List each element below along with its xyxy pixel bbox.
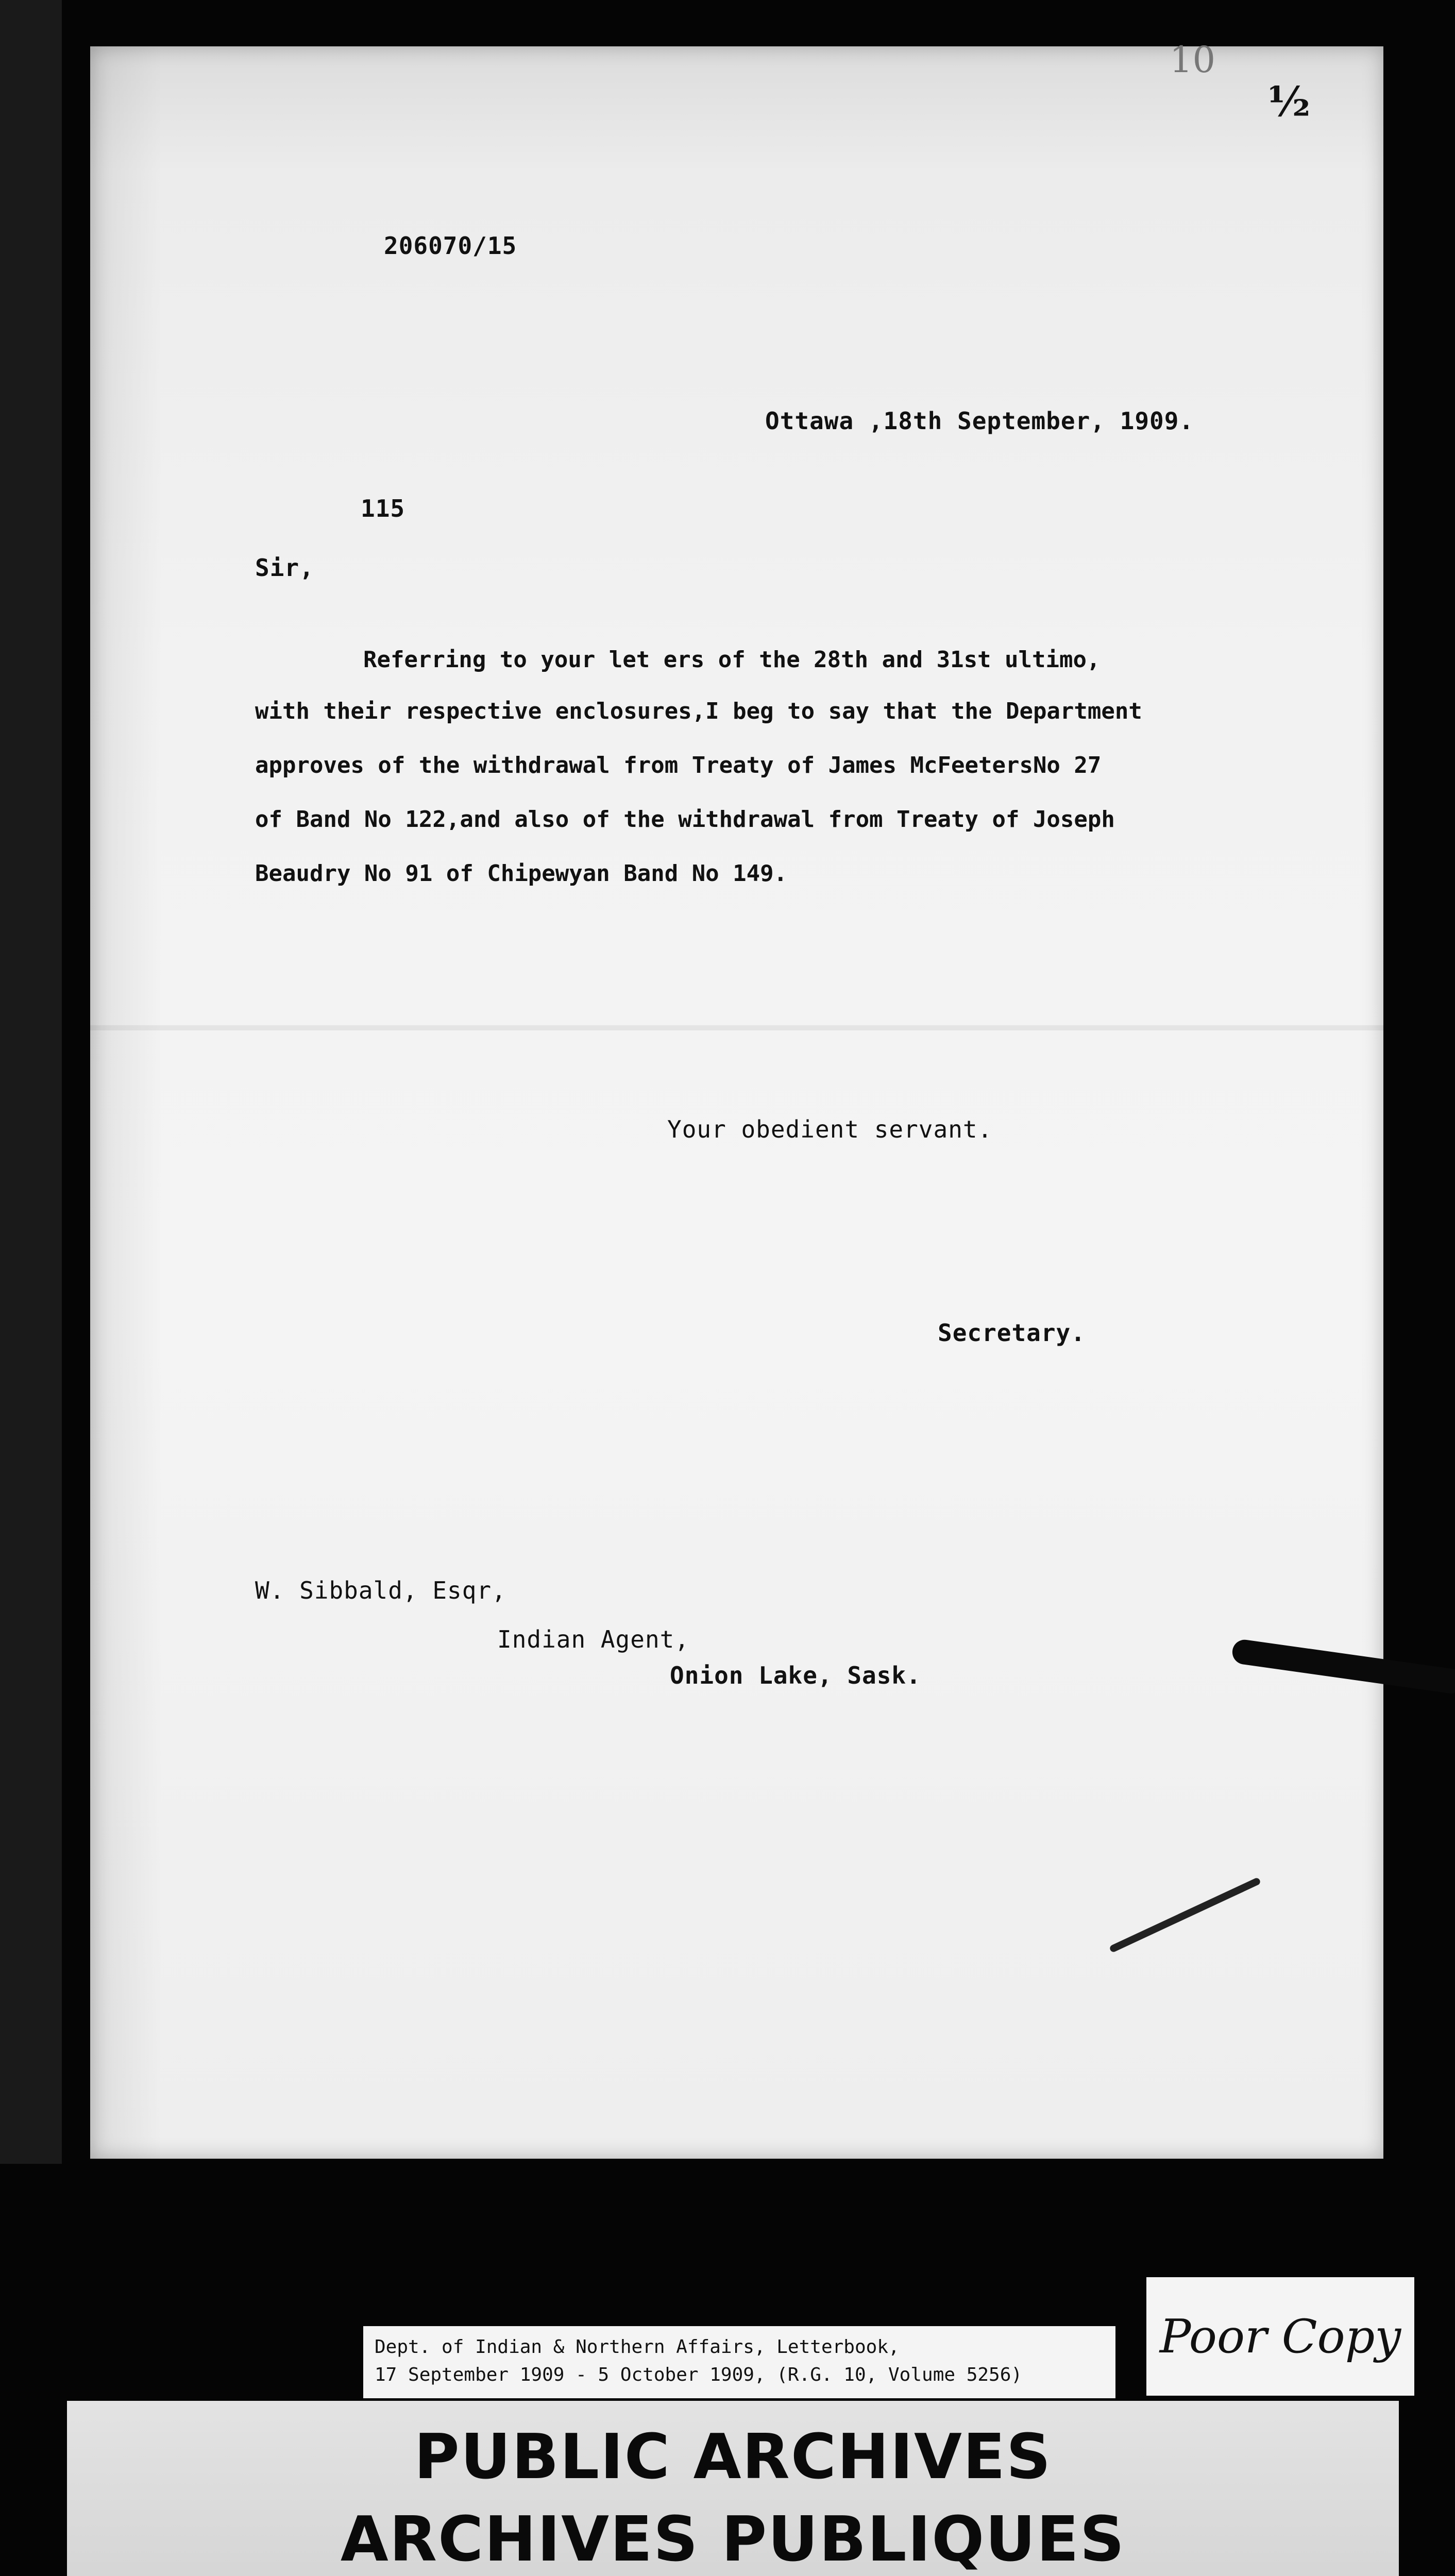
- archive-caption: [363, 2326, 1115, 2398]
- body-line: Beaudry No 91 of Chipewyan Band No 149.: [255, 860, 788, 887]
- body-line: approves of the withdrawal from Treaty of James McFeetersNo 27: [255, 752, 1102, 778]
- page-number: 10: [1170, 39, 1216, 81]
- salutation: Sir,: [255, 554, 314, 582]
- body-line: with their respective enclosures,I beg to say that the Department: [255, 698, 1142, 724]
- addressee-title: Indian Agent,: [497, 1625, 690, 1653]
- corner-mark: ½: [1267, 77, 1311, 126]
- stamp-line: PUBLIC ARCHIVES: [414, 2421, 1052, 2493]
- body-line: of Band No 122,and also of the withdrawal from Treaty of Joseph: [255, 806, 1115, 833]
- body-line: Referring to your let ers of the 28th and 31st ultimo,: [363, 647, 1101, 673]
- poor-copy-label: Poor Copy: [1146, 2277, 1414, 2396]
- paper-fold: [90, 1025, 1383, 1030]
- addressee-place: Onion Lake, Sask.: [670, 1662, 921, 1689]
- closing: Your obedient servant.: [667, 1115, 993, 1143]
- file-reference: 206070/15: [384, 232, 517, 260]
- archives-stamp: [67, 2401, 1399, 2576]
- caption-line: Dept. of Indian & Northern Affairs, Letterbook,: [375, 2336, 900, 2358]
- letter-page: [90, 46, 1383, 2159]
- film-edge: [0, 0, 62, 2164]
- date-line: Ottawa ,18th September, 1909.: [765, 407, 1194, 435]
- caption-line: 17 September 1909 - 5 October 1909, (R.G. 10, Volume 5256): [375, 2364, 1023, 2385]
- signature-title: Secretary.: [938, 1319, 1086, 1347]
- addressee-name: W. Sibbald, Esqr,: [255, 1577, 506, 1604]
- paper-shadow: [90, 46, 162, 2159]
- letter-number: 115: [361, 495, 405, 522]
- stamp-line: ARCHIVES PUBLIQUES: [340, 2504, 1126, 2575]
